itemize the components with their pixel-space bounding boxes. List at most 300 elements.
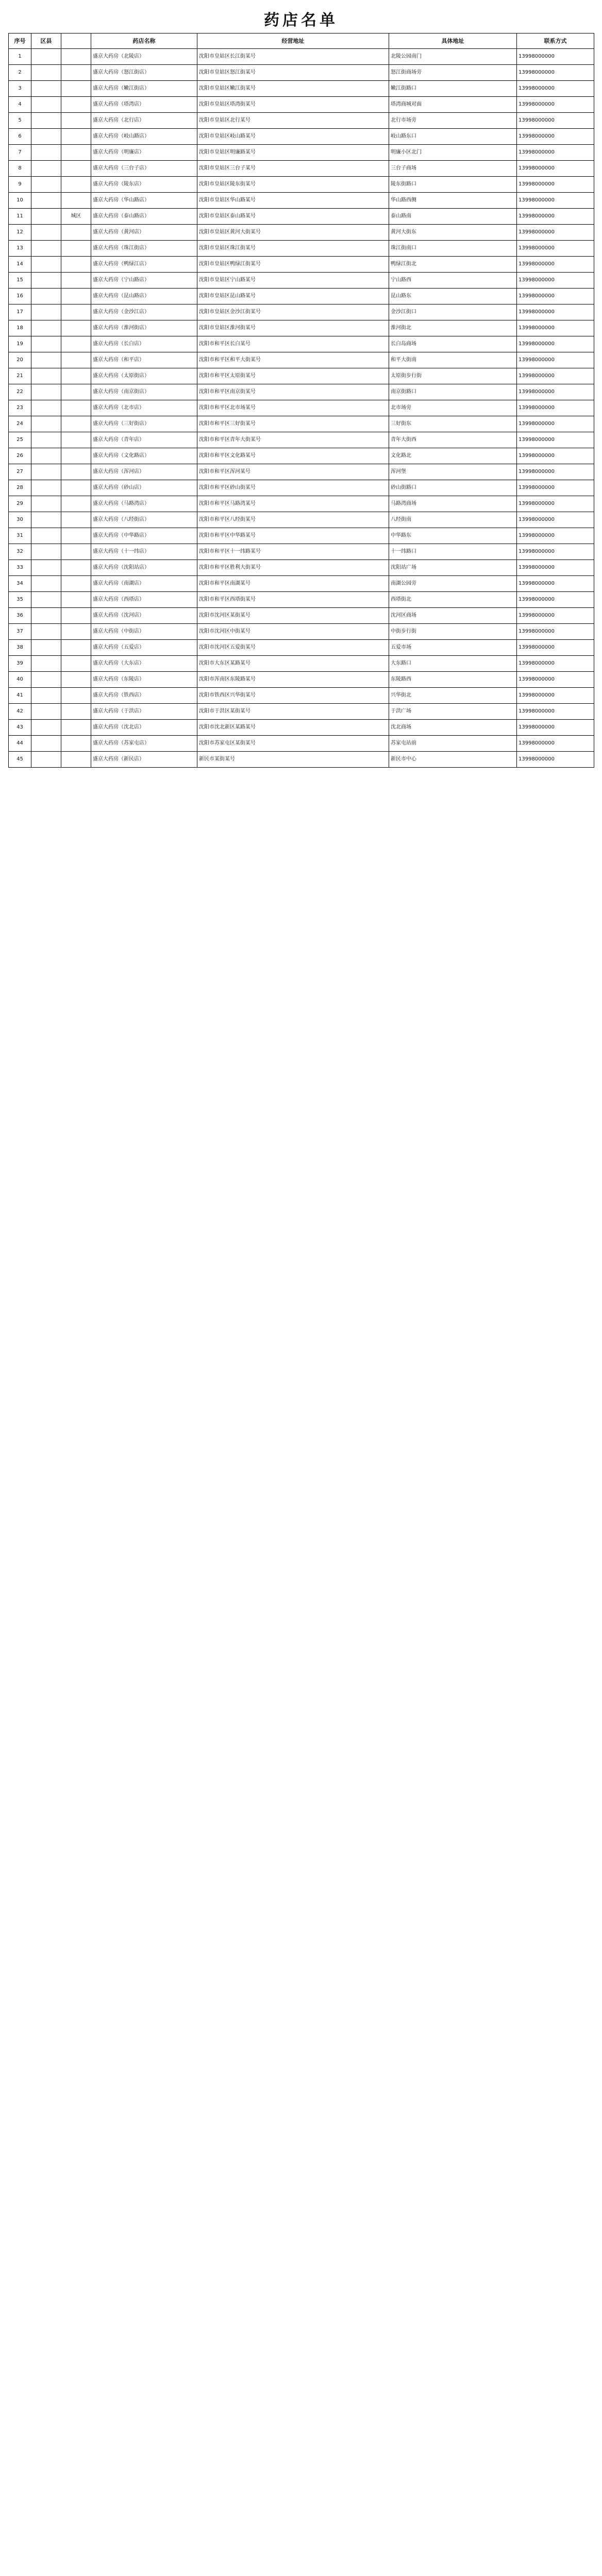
row-phone: 13998000000 bbox=[517, 560, 594, 576]
row-site: 泰山路南 bbox=[389, 209, 517, 225]
table-row bbox=[9, 512, 594, 528]
row-phone: 13998000000 bbox=[517, 720, 594, 736]
row-address: 沈阳市和平区南京街某号 bbox=[197, 384, 389, 400]
row-area bbox=[61, 113, 91, 129]
row-area bbox=[61, 720, 91, 736]
row-address: 沈阳市皇姑区怒江街某号 bbox=[197, 65, 389, 81]
row-phone: 13998000000 bbox=[517, 65, 594, 81]
row-num: 26 bbox=[9, 448, 31, 464]
table-row bbox=[9, 225, 594, 241]
row-area bbox=[61, 161, 91, 177]
row-name: 盛京大药房（沈河店） bbox=[91, 608, 197, 624]
row-area bbox=[61, 672, 91, 688]
row-address: 沈阳市皇姑区华山路某号 bbox=[197, 193, 389, 209]
row-area bbox=[61, 704, 91, 720]
row-site: 怒江街商场旁 bbox=[389, 65, 517, 81]
row-num: 11 bbox=[9, 209, 31, 225]
table-row bbox=[9, 448, 594, 464]
row-area bbox=[61, 448, 91, 464]
table-row bbox=[9, 193, 594, 209]
row-name: 盛京大药房（沈北店） bbox=[91, 720, 197, 736]
row-district bbox=[31, 512, 61, 528]
row-address: 沈阳市皇姑区三台子某号 bbox=[197, 161, 389, 177]
table-row bbox=[9, 752, 594, 768]
row-site: 塔湾商城对面 bbox=[389, 97, 517, 113]
row-address: 沈阳市和平区浑河某号 bbox=[197, 464, 389, 480]
row-area: 城区 bbox=[61, 209, 91, 225]
row-phone: 13998000000 bbox=[517, 544, 594, 560]
row-num: 16 bbox=[9, 289, 31, 304]
row-name: 盛京大药房（宁山路店） bbox=[91, 273, 197, 289]
row-area bbox=[61, 384, 91, 400]
row-num: 28 bbox=[9, 480, 31, 496]
row-num: 25 bbox=[9, 432, 31, 448]
row-district bbox=[31, 161, 61, 177]
row-area bbox=[61, 320, 91, 336]
row-phone: 13998000000 bbox=[517, 304, 594, 320]
row-name: 盛京大药房（金沙江店） bbox=[91, 304, 197, 320]
table-row bbox=[9, 97, 594, 113]
row-area bbox=[61, 289, 91, 304]
row-site: 于洪广场 bbox=[389, 704, 517, 720]
row-area bbox=[61, 560, 91, 576]
row-address: 沈阳市皇姑区黄河大街某号 bbox=[197, 225, 389, 241]
row-district bbox=[31, 736, 61, 752]
row-address: 沈阳市皇姑区明廉路某号 bbox=[197, 145, 389, 161]
row-address: 沈阳市和平区三好街某号 bbox=[197, 416, 389, 432]
row-name: 盛京大药房（中街店） bbox=[91, 624, 197, 640]
row-name: 盛京大药房（新民店） bbox=[91, 752, 197, 768]
row-site: 明廉小区北门 bbox=[389, 145, 517, 161]
row-district bbox=[31, 560, 61, 576]
row-name: 盛京大药房（南湖店） bbox=[91, 576, 197, 592]
row-name: 盛京大药房（淮河街店） bbox=[91, 320, 197, 336]
table-row bbox=[9, 320, 594, 336]
row-name: 盛京大药房（嫩江街店） bbox=[91, 81, 197, 97]
row-area bbox=[61, 480, 91, 496]
row-num: 39 bbox=[9, 656, 31, 672]
row-site: 华山路西侧 bbox=[389, 193, 517, 209]
row-district bbox=[31, 672, 61, 688]
row-name: 盛京大药房（鸭绿江店） bbox=[91, 257, 197, 273]
row-phone: 13998000000 bbox=[517, 145, 594, 161]
row-num: 40 bbox=[9, 672, 31, 688]
row-district bbox=[31, 320, 61, 336]
row-phone: 13998000000 bbox=[517, 672, 594, 688]
row-site: 大东路口 bbox=[389, 656, 517, 672]
table-row bbox=[9, 273, 594, 289]
table-row bbox=[9, 145, 594, 161]
row-num: 27 bbox=[9, 464, 31, 480]
row-name: 盛京大药房（东陵店） bbox=[91, 672, 197, 688]
table-row bbox=[9, 496, 594, 512]
row-site: 南湖公园旁 bbox=[389, 576, 517, 592]
row-phone: 13998000000 bbox=[517, 480, 594, 496]
row-site: 淮河街北 bbox=[389, 320, 517, 336]
row-district bbox=[31, 720, 61, 736]
row-address: 沈阳市沈河区中街某号 bbox=[197, 624, 389, 640]
row-address: 沈阳市和平区青年大街某号 bbox=[197, 432, 389, 448]
row-area bbox=[61, 496, 91, 512]
row-district bbox=[31, 432, 61, 448]
row-phone: 13998000000 bbox=[517, 241, 594, 257]
row-district bbox=[31, 273, 61, 289]
row-area bbox=[61, 752, 91, 768]
row-phone: 13998000000 bbox=[517, 257, 594, 273]
row-district bbox=[31, 448, 61, 464]
table-row bbox=[9, 416, 594, 432]
row-num: 38 bbox=[9, 640, 31, 656]
row-address: 沈阳市苏家屯区某街某号 bbox=[197, 736, 389, 752]
table-row bbox=[9, 528, 594, 544]
row-site: 南京街路口 bbox=[389, 384, 517, 400]
row-name: 盛京大药房（于洪店） bbox=[91, 704, 197, 720]
table-row bbox=[9, 129, 594, 145]
table-row bbox=[9, 400, 594, 416]
table-row bbox=[9, 480, 594, 496]
row-district bbox=[31, 592, 61, 608]
row-phone: 13998000000 bbox=[517, 528, 594, 544]
row-name: 盛京大药房（五爱店） bbox=[91, 640, 197, 656]
row-site: 三台子商场 bbox=[389, 161, 517, 177]
table-row bbox=[9, 241, 594, 257]
row-phone: 13998000000 bbox=[517, 320, 594, 336]
row-site: 中华路东 bbox=[389, 528, 517, 544]
row-address: 沈阳市铁西区兴华街某号 bbox=[197, 688, 389, 704]
row-district bbox=[31, 352, 61, 368]
row-address: 沈阳市大东区某路某号 bbox=[197, 656, 389, 672]
header-district: 区县 bbox=[31, 33, 61, 49]
row-site: 长白岛商场 bbox=[389, 336, 517, 352]
row-name: 盛京大药房（珠江街店） bbox=[91, 241, 197, 257]
row-district bbox=[31, 528, 61, 544]
table-row bbox=[9, 688, 594, 704]
row-name: 盛京大药房（浑河店） bbox=[91, 464, 197, 480]
row-phone: 13998000000 bbox=[517, 448, 594, 464]
row-phone: 13998000000 bbox=[517, 704, 594, 720]
row-num: 4 bbox=[9, 97, 31, 113]
row-phone: 13998000000 bbox=[517, 688, 594, 704]
row-num: 44 bbox=[9, 736, 31, 752]
row-phone: 13998000000 bbox=[517, 113, 594, 129]
row-address: 沈阳市皇姑区北行某号 bbox=[197, 113, 389, 129]
row-site: 太原街步行街 bbox=[389, 368, 517, 384]
row-area bbox=[61, 304, 91, 320]
row-area bbox=[61, 145, 91, 161]
row-address: 沈阳市皇姑区淮河街某号 bbox=[197, 320, 389, 336]
row-district bbox=[31, 81, 61, 97]
table-row bbox=[9, 576, 594, 592]
row-district bbox=[31, 704, 61, 720]
row-site: 沈阳站广场 bbox=[389, 560, 517, 576]
row-name: 盛京大药房（西塔店） bbox=[91, 592, 197, 608]
row-site: 中街步行街 bbox=[389, 624, 517, 640]
row-name: 盛京大药房（三好街店） bbox=[91, 416, 197, 432]
table-row bbox=[9, 368, 594, 384]
row-district bbox=[31, 65, 61, 81]
row-phone: 13998000000 bbox=[517, 225, 594, 241]
row-phone: 13998000000 bbox=[517, 416, 594, 432]
row-name: 盛京大药房（岐山路店） bbox=[91, 129, 197, 145]
row-num: 22 bbox=[9, 384, 31, 400]
row-num: 8 bbox=[9, 161, 31, 177]
row-address: 沈阳市皇姑区金沙江街某号 bbox=[197, 304, 389, 320]
row-num: 30 bbox=[9, 512, 31, 528]
row-site: 黄河大街东 bbox=[389, 225, 517, 241]
row-area bbox=[61, 65, 91, 81]
row-district bbox=[31, 752, 61, 768]
row-district bbox=[31, 496, 61, 512]
row-name: 盛京大药房（文化路店） bbox=[91, 448, 197, 464]
row-address: 沈阳市沈河区五爱街某号 bbox=[197, 640, 389, 656]
table-row bbox=[9, 352, 594, 368]
row-area bbox=[61, 512, 91, 528]
row-site: 苏家屯站前 bbox=[389, 736, 517, 752]
row-num: 36 bbox=[9, 608, 31, 624]
row-address: 沈阳市皇姑区珠江街某号 bbox=[197, 241, 389, 257]
row-num: 2 bbox=[9, 65, 31, 81]
row-address: 沈阳市沈北新区某路某号 bbox=[197, 720, 389, 736]
row-site: 马路湾商场 bbox=[389, 496, 517, 512]
row-name: 盛京大药房（北行店） bbox=[91, 113, 197, 129]
row-phone: 13998000000 bbox=[517, 177, 594, 193]
row-area bbox=[61, 432, 91, 448]
row-site: 金沙江街口 bbox=[389, 304, 517, 320]
row-district bbox=[31, 464, 61, 480]
row-address: 沈阳市皇姑区塔湾街某号 bbox=[197, 97, 389, 113]
row-address: 沈阳市皇姑区陵东街某号 bbox=[197, 177, 389, 193]
row-district bbox=[31, 400, 61, 416]
row-site: 嫩江街路口 bbox=[389, 81, 517, 97]
row-num: 43 bbox=[9, 720, 31, 736]
pharmacy-table bbox=[8, 33, 594, 768]
row-district bbox=[31, 113, 61, 129]
row-district bbox=[31, 480, 61, 496]
row-name: 盛京大药房（砂山店） bbox=[91, 480, 197, 496]
row-district bbox=[31, 145, 61, 161]
row-phone: 13998000000 bbox=[517, 640, 594, 656]
row-district bbox=[31, 608, 61, 624]
row-num: 42 bbox=[9, 704, 31, 720]
row-name: 盛京大药房（塔湾店） bbox=[91, 97, 197, 113]
table-row bbox=[9, 81, 594, 97]
row-district bbox=[31, 49, 61, 65]
row-district bbox=[31, 640, 61, 656]
table-row bbox=[9, 720, 594, 736]
row-num: 23 bbox=[9, 400, 31, 416]
row-num: 24 bbox=[9, 416, 31, 432]
row-address: 沈阳市和平区和平大街某号 bbox=[197, 352, 389, 368]
row-name: 盛京大药房（黄河店） bbox=[91, 225, 197, 241]
row-num: 12 bbox=[9, 225, 31, 241]
row-num: 6 bbox=[9, 129, 31, 145]
row-area bbox=[61, 241, 91, 257]
row-num: 29 bbox=[9, 496, 31, 512]
row-area bbox=[61, 273, 91, 289]
row-address: 沈阳市和平区十一纬路某号 bbox=[197, 544, 389, 560]
row-area bbox=[61, 656, 91, 672]
row-address: 沈阳市和平区南湖某号 bbox=[197, 576, 389, 592]
row-area bbox=[61, 640, 91, 656]
table-row bbox=[9, 432, 594, 448]
row-area bbox=[61, 368, 91, 384]
row-address: 沈阳市于洪区某街某号 bbox=[197, 704, 389, 720]
row-phone: 13998000000 bbox=[517, 400, 594, 416]
row-phone: 13998000000 bbox=[517, 368, 594, 384]
row-phone: 13998000000 bbox=[517, 464, 594, 480]
row-address: 沈阳市和平区砂山街某号 bbox=[197, 480, 389, 496]
row-address: 沈阳市和平区文化路某号 bbox=[197, 448, 389, 464]
row-name: 盛京大药房（三台子店） bbox=[91, 161, 197, 177]
row-num: 21 bbox=[9, 368, 31, 384]
header-area bbox=[61, 33, 91, 49]
row-area bbox=[61, 129, 91, 145]
row-num: 1 bbox=[9, 49, 31, 65]
row-phone: 13998000000 bbox=[517, 496, 594, 512]
row-address: 沈阳市和平区北市场某号 bbox=[197, 400, 389, 416]
row-site: 砂山街路口 bbox=[389, 480, 517, 496]
row-area bbox=[61, 81, 91, 97]
row-num: 31 bbox=[9, 528, 31, 544]
row-site: 珠江街南口 bbox=[389, 241, 517, 257]
row-site: 陵东街路口 bbox=[389, 177, 517, 193]
table-row bbox=[9, 672, 594, 688]
row-num: 32 bbox=[9, 544, 31, 560]
row-address: 沈阳市和平区太原街某号 bbox=[197, 368, 389, 384]
row-area bbox=[61, 49, 91, 65]
row-phone: 13998000000 bbox=[517, 336, 594, 352]
header-phone: 联系方式 bbox=[517, 33, 594, 49]
row-phone: 13998000000 bbox=[517, 273, 594, 289]
row-district bbox=[31, 241, 61, 257]
row-address: 沈阳市皇姑区嫩江街某号 bbox=[197, 81, 389, 97]
row-phone: 13998000000 bbox=[517, 432, 594, 448]
row-site: 新民市中心 bbox=[389, 752, 517, 768]
row-name: 盛京大药房（青年店） bbox=[91, 432, 197, 448]
row-address: 新民市某街某号 bbox=[197, 752, 389, 768]
row-site: 浑河堡 bbox=[389, 464, 517, 480]
row-area bbox=[61, 464, 91, 480]
table-row bbox=[9, 289, 594, 304]
row-address: 沈阳市皇姑区泰山路某号 bbox=[197, 209, 389, 225]
row-phone: 13998000000 bbox=[517, 736, 594, 752]
row-address: 沈阳市和平区马路湾某号 bbox=[197, 496, 389, 512]
row-name: 盛京大药房（怒江街店） bbox=[91, 65, 197, 81]
table-row bbox=[9, 65, 594, 81]
row-phone: 13998000000 bbox=[517, 289, 594, 304]
row-num: 7 bbox=[9, 145, 31, 161]
table-row bbox=[9, 592, 594, 608]
row-name: 盛京大药房（苏家屯店） bbox=[91, 736, 197, 752]
row-district bbox=[31, 177, 61, 193]
row-address: 沈阳市皇姑区宁山路某号 bbox=[197, 273, 389, 289]
row-num: 45 bbox=[9, 752, 31, 768]
table-row bbox=[9, 336, 594, 352]
row-site: 沈河区商场 bbox=[389, 608, 517, 624]
row-num: 41 bbox=[9, 688, 31, 704]
row-address: 沈阳市皇姑区昆山路某号 bbox=[197, 289, 389, 304]
row-name: 盛京大药房（太原街店） bbox=[91, 368, 197, 384]
row-name: 盛京大药房（马路湾店） bbox=[91, 496, 197, 512]
row-district bbox=[31, 225, 61, 241]
row-phone: 13998000000 bbox=[517, 49, 594, 65]
row-address: 沈阳市皇姑区岐山路某号 bbox=[197, 129, 389, 145]
row-district bbox=[31, 193, 61, 209]
row-area bbox=[61, 193, 91, 209]
row-site: 文化路北 bbox=[389, 448, 517, 464]
row-num: 10 bbox=[9, 193, 31, 209]
row-address: 沈阳市浑南区东陵路某号 bbox=[197, 672, 389, 688]
header-num: 序号 bbox=[9, 33, 31, 49]
table-row bbox=[9, 640, 594, 656]
row-district bbox=[31, 97, 61, 113]
row-site: 东陵路西 bbox=[389, 672, 517, 688]
row-site: 北行市场旁 bbox=[389, 113, 517, 129]
header-site: 具体地址 bbox=[389, 33, 517, 49]
row-site: 三好街东 bbox=[389, 416, 517, 432]
row-site: 北陵公园南门 bbox=[389, 49, 517, 65]
row-site: 岐山路东口 bbox=[389, 129, 517, 145]
row-phone: 13998000000 bbox=[517, 193, 594, 209]
row-name: 盛京大药房（长白店） bbox=[91, 336, 197, 352]
row-num: 20 bbox=[9, 352, 31, 368]
table-row bbox=[9, 624, 594, 640]
row-phone: 13998000000 bbox=[517, 81, 594, 97]
table-row bbox=[9, 209, 594, 225]
row-district bbox=[31, 384, 61, 400]
table-row bbox=[9, 464, 594, 480]
row-name: 盛京大药房（和平店） bbox=[91, 352, 197, 368]
row-name: 盛京大药房（北市店） bbox=[91, 400, 197, 416]
row-address: 沈阳市沈河区某街某号 bbox=[197, 608, 389, 624]
row-num: 5 bbox=[9, 113, 31, 129]
row-phone: 13998000000 bbox=[517, 352, 594, 368]
row-district bbox=[31, 576, 61, 592]
row-area bbox=[61, 97, 91, 113]
row-site: 西塔街北 bbox=[389, 592, 517, 608]
row-site: 鸭绿江街北 bbox=[389, 257, 517, 273]
row-phone: 13998000000 bbox=[517, 209, 594, 225]
table-row bbox=[9, 704, 594, 720]
row-area bbox=[61, 608, 91, 624]
row-area bbox=[61, 528, 91, 544]
row-site: 兴华街北 bbox=[389, 688, 517, 704]
row-num: 14 bbox=[9, 257, 31, 273]
row-num: 33 bbox=[9, 560, 31, 576]
row-area bbox=[61, 688, 91, 704]
table-row bbox=[9, 49, 594, 65]
row-address: 沈阳市和平区西塔街某号 bbox=[197, 592, 389, 608]
row-name: 盛京大药房（南京街店） bbox=[91, 384, 197, 400]
row-phone: 13998000000 bbox=[517, 384, 594, 400]
row-district bbox=[31, 688, 61, 704]
table-row bbox=[9, 560, 594, 576]
table-row bbox=[9, 656, 594, 672]
row-district bbox=[31, 656, 61, 672]
row-area bbox=[61, 576, 91, 592]
row-area bbox=[61, 544, 91, 560]
row-phone: 13998000000 bbox=[517, 97, 594, 113]
row-name: 盛京大药房（大东店） bbox=[91, 656, 197, 672]
row-name: 盛京大药房（十一纬店） bbox=[91, 544, 197, 560]
row-district bbox=[31, 416, 61, 432]
row-area bbox=[61, 225, 91, 241]
table-row bbox=[9, 736, 594, 752]
row-num: 34 bbox=[9, 576, 31, 592]
page-title: 药店名单 bbox=[264, 11, 338, 29]
row-area bbox=[61, 736, 91, 752]
row-district bbox=[31, 289, 61, 304]
